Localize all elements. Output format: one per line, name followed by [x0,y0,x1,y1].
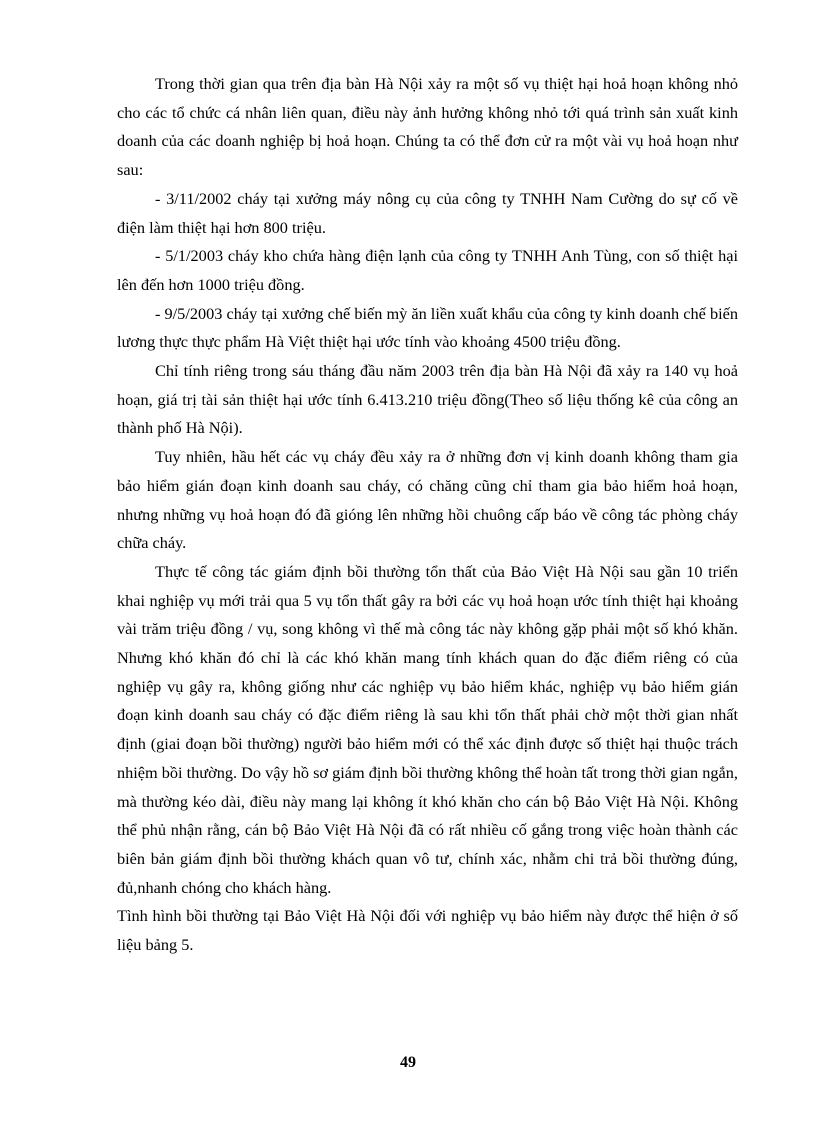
table-reference-paragraph: Tình hình bồi thường tại Bảo Việt Hà Nội đối với nghiệp vụ bảo hiểm này được thể hiện ở số liệu bảng 5. [117,906,738,955]
list-item-incident-2002: - 3/11/2002 cháy tại xưởng máy nông cụ của công ty TNHH Nam Cường do sự cố về điện làm thiệt hại hơn 800 triệu. [117,188,738,237]
intro-paragraph: Trong thời gian qua trên địa bàn Hà Nội xảy ra một số vụ thiệt hại hoả hoạn không nhỏ cho các tổ chức cá nhân liên quan, điều này ảnh hưởng không nhỏ tới quá trình sản xuất kinh doanh của các doanh nghiệp bị hoả hoạn. Chúng ta có thể đơn cử ra một vài vụ hoả hoạn như sau: [117,74,738,180]
list-item-incident-may-2003: - 9/5/2003 cháy tại xưởng chế biến mỳ ăn liền xuất khẩu của công ty kinh doanh chế biến lương thực thực phẩm Hà Việt thiệt hại ước tính vào khoảng 4500 triệu đồng. [117,303,738,352]
document-body [117,70,738,960]
statistics-paragraph: Chỉ tính riêng trong sáu tháng đầu năm 2003 trên địa bàn Hà Nội đã xảy ra 140 vụ hoả hoạn, giá trị tài sản thiệt hại ước tính 6.413.210 triệu đồng(Theo số liệu thống kê của công an thành phố Hà Nội). [117,361,738,438]
assessment-practice-paragraph: Thực tế công tác giám định bồi thường tổn thất của Bảo Việt Hà Nội sau gần 10 triển khai nghiệp vụ mới trải qua 5 vụ tổn thất gây ra bởi các vụ hoả hoạn ước tính thiệt hại khoảng vài trăm triệu đồng / vụ, song không vì thế mà công tác này không gặp phải một số khó khăn. Nhưng khó khăn đó chỉ là các khó khăn mang tính khách quan do đặc điểm riêng có của nghiệp vụ gây ra, không giống như các nghiệp vụ bảo hiểm khác, nghiệp vụ bảo hiểm gián đoạn kinh doanh sau cháy có đặc điểm riêng là sau khi tổn thất phải chờ một thời gian nhất định (giai đoạn bồi thường) người bảo hiểm mới có thể xác định được số thiệt hại thuộc trách nhiệm bồi thường. Do vậy hồ sơ giám định bồi thường không thể hoàn tất trong thời gian ngắn, mà thường kéo dài, điều này mang lại không ít khó khăn cho cán bộ Bảo Việt Hà Nội. Không thể phủ nhận rằng, cán bộ Bảo Việt Hà Nội đã có rất nhiều cố gắng trong việc hoàn thành các biên bản giám định bồi thường khách quan vô tư, chính xác, nhằm chi trả bồi thường đúng, đủ,nhanh chóng cho khách hàng. [117,561,738,897]
insurance-participation-paragraph: Tuy nhiên, hầu hết các vụ cháy đều xảy ra ở những đơn vị kinh doanh không tham gia bảo hiểm gián đoạn kinh doanh sau cháy, có chăng cũng chỉ tham gia bảo hiểm hoả hoạn, nhưng những vụ hoả hoạn đó đã gióng lên những hồi chuông cấp báo về công tác phòng cháy chữa cháy. [117,447,738,553]
page-number: 49 [400,1054,416,1071]
list-item-incident-jan-2003: - 5/1/2003 cháy kho chứa hàng điện lạnh của công ty TNHH Anh Tùng, con số thiệt hại lên đến hơn 1000 triệu đồng. [117,246,738,294]
